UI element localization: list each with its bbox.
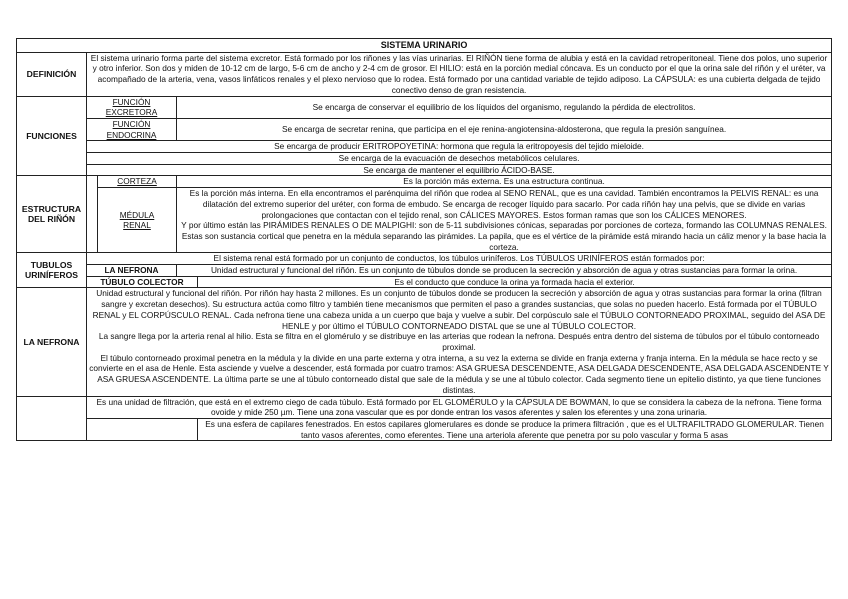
tubulo-colector-label: TÚBULO COLECTOR: [87, 276, 198, 288]
funcion-item: Se encarga de la evacuación de desechos metabólicos celulares.: [87, 153, 832, 165]
funcion-excretora-text: Se encarga de conservar el equilibrio de los líquidos del organismo, regulando la pérdida de electrolitos.: [177, 96, 832, 118]
glomerulo-text: Es una esfera de capilares fenestrados. En estos capilares glomerulares es donde se produce la primera filtración , que es el ULTRAFILTRADO GLOMERULAR. Tienen tanto vasos aferentes, como eferentes. Tiene una arteriola aferente que penetra por su polo vascular y forma 5 asas: [198, 418, 832, 440]
nefrona-paragraph-3: El túbulo contorneado proximal penetra en la médula y la divide en una parte externa y otra interna, a su vez la externa se divide en franja externa y franja interna. En la médula se hace recto y se convierte en el asa de Henle. Esta asciende y vuelve a descender, está formada por cuatro tramos: ASA GRUESA DESCENDENTE, ASA DELGADA DESCENDENTE, ASA DELGADA ASCENDENTE Y ASA GRUESA ASCENDENTE. La última parte se une al túbulo contorneado distal que sale de la médula y se une al túbulo colector. Cada segmento tiene un epitelio distinto, ya que tiene funciones distintas.: [89, 352, 829, 395]
corteza-label: CORTEZA: [98, 176, 177, 188]
tubulos-label-line1: TUBULOS: [30, 259, 73, 270]
corpusculo-label-cell: [17, 396, 87, 441]
nefrona-text: [87, 288, 832, 396]
definicion-label: DEFINICIÓN: [17, 52, 87, 96]
summary-table: [16, 38, 832, 441]
corpusculo-intro: Es una unidad de filtración, que está en el extremo ciego de cada túbulo. Está formado por EL GLOMÉRULO y la CÁPSULA DE BOWMAN, lo que se considera la cabeza de la nefrona. Tiene forma ovoide y mide 250 µm. Tiene una zona vascular que es por donde entran los vasos aferentes y salen los eferentes y una zona urinaria.: [87, 396, 832, 418]
tubulo-colector-text: Es el conducto que conduce la orina ya formada hacia el exterior.: [198, 276, 832, 288]
estructura-spacer: [87, 176, 98, 253]
medula-label: [98, 188, 177, 253]
nefrona-paragraph-2: La sangre llega por la arteria renal al hilio. Esta se filtra en el glomérulo y se distribuye en las arterias que rodean la nefrona. Después entra dentro del sistema de túbulos por el túbulo contorneado proximal.: [98, 331, 820, 352]
nefrona-paragraph-1: Unidad estructural y funcional del riñón. Por riñón hay hasta 2 millones. Es un conjunto de túbulos donde se producen la secreción y absorción de agua y otras sustancias para formar la orina (filtran sangre y excretan desechos). Su estructura actúa como filtro y también tiene mecanismos que permiten el paso a grandes sustancias, que solas no pueden hacerlo. Está formada por el TÚBULO RENAL y EL CORPÚSCULO RENAL. Cada nefrona tiene una cabeza unida a un cuerpo que baja y vuelve a subir. Del corpúsculo sale el TÚBULO CONTORNEADO PROXIMAL, seguido del ASA DE HENLE y por último el TÚBULO CONTORNEADO DISTAL que se une al TÚBULO COLECTOR.: [92, 288, 826, 331]
tubulos-nefrona-label: LA NEFRONA: [87, 265, 177, 277]
medula-label-line1: MÉDULA: [119, 209, 155, 220]
tubulos-nefrona-text: Unidad estructural y funcional del riñón. Es un conjunto de túbulos donde se producen la secreción y absorción de agua y otras sustancias para formar la orina.: [177, 265, 832, 277]
corteza-text: Es la porción más externa. Es una estructura continua.: [177, 176, 832, 188]
estructura-label-line1: ESTRUCTURA: [21, 203, 82, 214]
nefrona-label: LA NEFRONA: [17, 288, 87, 396]
page-title: SISTEMA URINARIO: [17, 39, 832, 53]
funcion-excretora-label: FUNCIÓN EXCRETORA: [87, 96, 177, 118]
medula-paragraph-1: Es la porción más interna. En ella encontramos el parénquima del riñón que rodea al SENO RENAL, que es una cavidad. También encontramos la PELVIS RENAL: es una dilatación del extremo superior del uréter, con forma de embudo. Se encarga de recoger líquido para sacarlo. Por cada riñón hay una pelvis, que se divide en varias prolongaciones que contactan con el tejido renal, son CÁLICES MAYORES. Estos forman ramas que son los CÁLICES MENORES.: [189, 188, 819, 220]
funcion-item: Se encarga de mantener el equilibrio ÁCIDO-BASE.: [87, 164, 832, 176]
glomerulo-label-cell: [87, 418, 198, 440]
funcion-item: Se encarga de producir ERITROPOYETINA: hormona que regula la eritropoyesis del tejido mieloide.: [87, 141, 832, 153]
medula-text: [177, 188, 832, 253]
summary-sheet: [16, 38, 831, 441]
tubulos-label-line2: URINÍFEROS: [25, 270, 78, 281]
definicion-text: El sistema urinario forma parte del sistema excretor. Está formado por los riñones y las vías urinarias. El RIÑÓN tiene forma de alubia y está en la cavidad retroperitoneal. Tiene dos polos, uno superior y otro inferior. Son dos y miden de 10-12 cm de largo, 5-6 cm de ancho y 2-4 cm de grosor. El HILIO: está en la porción medial cóncava. Es un conducto por el que la orina sale del riñón y el uréter, va acompañado de la arteria, vena, vasos linfáticos renales y el plexo nervioso que lo rodea. Está formado por una cantidad variable de tejido adiposo. La CÁPSULA: es una cubierta delgada de tejido conectivo denso de gran resistencia.: [87, 52, 832, 96]
funciones-label: FUNCIONES: [17, 96, 87, 176]
funcion-endocrina-label: FUNCIÓN ENDOCRINA: [87, 118, 177, 140]
medula-paragraph-2: Y por último están las PIRÁMIDES RENALES O DE MALPIGHI: son de 5-11 subdivisiones cónicas, separadas por porciones de corteza, formando las COLUMNAS RENALES. Estas son sustancia cortical que penetra en la médula separando las pirámides. La papila, que es el vértice de la pirámide está mirando hacia un cáliz menor y la base hacia la corteza.: [181, 220, 827, 252]
funcion-endocrina-text: Se encarga de secretar renina, que participa en el eje renina-angiotensina-aldosterona, que regula la presión sanguínea.: [177, 118, 832, 140]
medula-label-line2: RENAL: [123, 220, 151, 231]
tubulos-intro: El sistema renal está formado por un conjunto de conductos, los túbulos uriníferos. Los TÚBULOS URINÍFEROS están formados por:: [87, 253, 832, 265]
tubulos-label: [17, 253, 87, 288]
estructura-label-line2: DEL RIÑÓN: [27, 214, 76, 225]
estructura-label: [17, 176, 87, 253]
